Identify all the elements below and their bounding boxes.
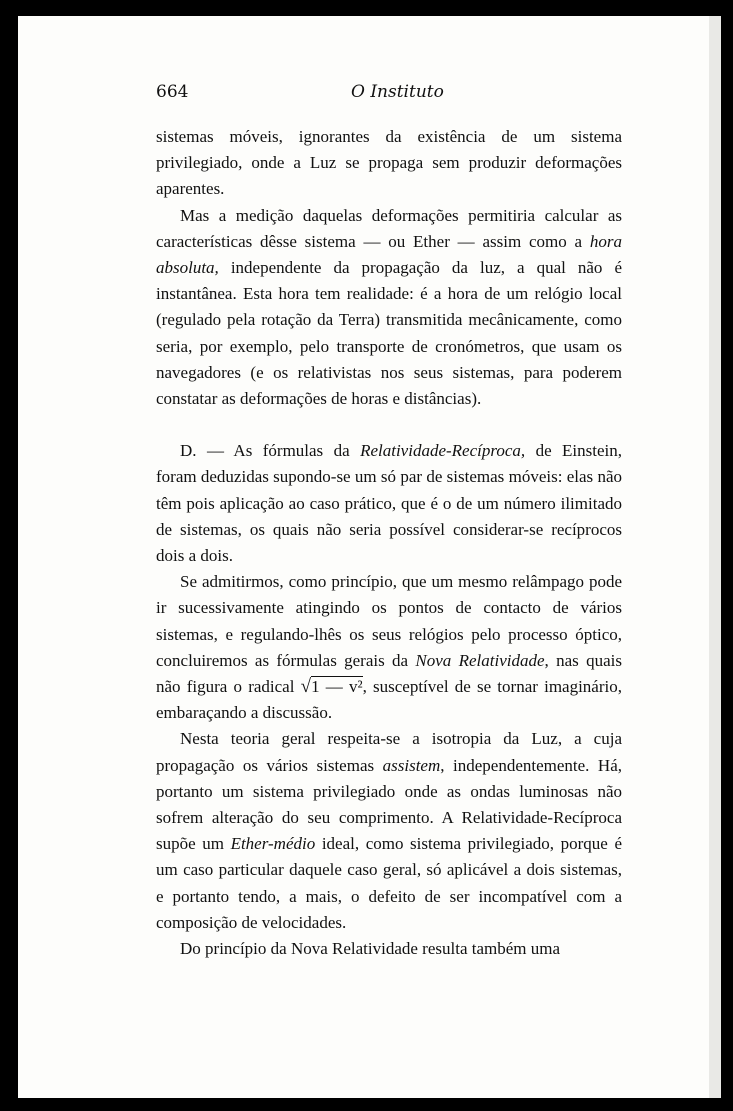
radicand: 1 — v² [311, 677, 363, 697]
document-page [18, 16, 721, 1098]
paragraph-2 [156, 203, 622, 413]
page-header [156, 78, 610, 108]
paragraph-4-before: Se admitirmos, como princípio, que um mesmo relâmpago pode ir sucessivamente atingindo os pontos de contacto de vários sistemas, e regulando-lhês os seus relógios pelo processo óptico, concluiremos as fórmulas gerais da [156, 572, 622, 670]
paragraph-6 [156, 936, 622, 962]
paragraph-3 [156, 438, 622, 569]
paragraph-4-emphasis: Nova Relatividade [415, 650, 545, 670]
paragraph-2-emphasis: hora absoluta, [156, 231, 622, 278]
paragraph-5-emphasis-1: assistem [382, 755, 441, 775]
paragraph-4-after: , susceptível de se tornar imaginário, embaraçando a discussão. [156, 677, 622, 723]
running-title: O Instituto [351, 82, 444, 102]
radical-expression [301, 677, 363, 696]
paragraph-5-middle: , independentemente. Há, portanto um sistema privilegiado onde as ondas luminosas não sofrem alteração do seu comprimento. A Relatividade-Recíproca supõe um [156, 755, 622, 854]
paragraph-5-before: Nesta teoria geral respeita-se a isotropia da Luz, a cuja propagação os vários sistemas [156, 729, 622, 775]
paragraph-3-emphasis: Relatividade-Recíproca, [360, 441, 526, 461]
body-text [156, 124, 622, 962]
paragraph-5 [156, 726, 622, 936]
paragraph-1-text: sistemas móveis, ignorantes da existência de um sistema privilegiado, onde a Luz se propaga sem produzir deformações aparentes. [156, 127, 622, 199]
paragraph-3-after: de Einstein, foram deduzidas supondo-se um só par de sistemas móveis: elas não têm pois aplicação ao caso prático, que é o de um número ilimitado de sistemas, os quais não seria possível considerar-se recíprocos dois a dois. [156, 441, 622, 566]
paragraph-5-emphasis-2: Ether-médio [230, 834, 316, 854]
paragraph-3-before: D. — As fórmulas da [180, 441, 361, 461]
paragraph-1 [156, 124, 622, 203]
page-edge [709, 16, 721, 1098]
page-number: 664 [156, 82, 189, 102]
paragraph-4 [156, 569, 622, 726]
paragraph-4-middle: , nas quais não figura o radical [156, 650, 622, 697]
paragraph-2-before: Mas a medição daquelas deformações permitiria calcular as características dêsse sistema — ou Ether — assim como a [156, 205, 622, 251]
paragraph-5-after: ideal, como sistema privilegiado, porque é um caso particular daquele caso geral, só aplicável a dois sistemas, e portanto tendo, a mais, o defeito de ser incompatível com a composição de velocidades. [156, 834, 622, 932]
radical-sign: √ [300, 676, 312, 698]
paragraph-6-text: Do princípio da Nova Relatividade resulta também uma [180, 939, 561, 959]
paragraph-2-after: independente da propagação da luz, a qual não é instantânea. Esta hora tem realidade: é a hora de um relógio local (regulado pela rotação da Terra) transmitida mecânicamente, como seria, por exemplo, pelo transporte de cronómetros, que usam os navegadores (e os relativistas nos seus sistemas, para poderem constatar as deformações de horas e distâncias). [156, 258, 622, 409]
